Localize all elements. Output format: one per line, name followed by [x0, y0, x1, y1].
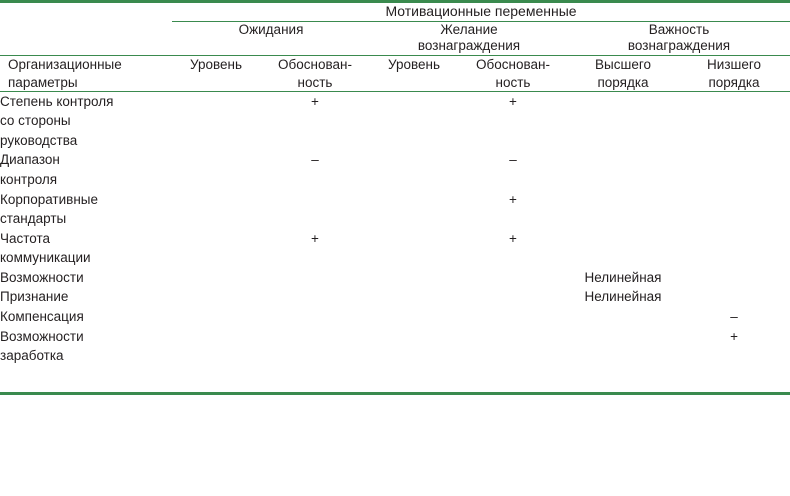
- table-row: [0, 229, 790, 268]
- cell-justification-desire: +: [458, 91, 568, 150]
- row-parameter-label: [0, 307, 172, 327]
- cell-higher-order: [568, 307, 678, 327]
- table-row: [0, 327, 790, 366]
- table-header-row-columns: [0, 56, 790, 92]
- header-lower-order-line2: порядка: [708, 74, 760, 90]
- header-expectations: [172, 21, 370, 56]
- cell-lower-order: [678, 190, 790, 229]
- cell-level-expectations: [172, 91, 260, 150]
- header-spacer-cell-2: [0, 21, 172, 56]
- header-reward-desire: [370, 21, 568, 56]
- cell-higher-order: Нелинейная: [584, 269, 662, 285]
- cell-lower-order: +: [730, 328, 738, 344]
- cell-justification-expectations: +: [311, 230, 319, 246]
- header-organizational-parameters: [0, 56, 172, 92]
- row-parameter-label: [0, 287, 172, 307]
- table-bottom-rule-cell: [370, 366, 458, 394]
- header-justification-desire-line2: ность: [495, 74, 531, 90]
- table-bottom-rule: [0, 366, 790, 394]
- table-row: [0, 91, 790, 150]
- cell-level-expectations: [172, 268, 260, 288]
- cell-lower-order: [678, 150, 790, 189]
- cell-justification-expectations: [260, 190, 370, 229]
- row-parameter-line: Диапазон: [0, 152, 60, 168]
- cell-level-desire: [370, 229, 458, 268]
- table-row: [0, 307, 790, 327]
- cell-level-desire: [370, 91, 458, 150]
- cell-lower-order: [678, 268, 790, 288]
- header-motivational-variables: Мотивационные переменные: [172, 2, 790, 22]
- header-org-params-line1: Организационные: [8, 57, 122, 73]
- row-parameter-line: заработка: [0, 348, 64, 364]
- cell-justification-desire: +: [509, 191, 517, 207]
- cell-higher-order: [568, 190, 678, 229]
- cell-justification-desire: [458, 287, 568, 307]
- header-expectations-label: Ожидания: [238, 21, 304, 37]
- row-parameter-line: контроля: [0, 172, 58, 188]
- header-level-expectations-label: Уровень: [189, 57, 242, 73]
- cell-lower-order: [678, 287, 790, 307]
- header-level-expectations: [172, 56, 260, 92]
- cell-justification-desire: [458, 268, 568, 288]
- header-reward-importance: [568, 21, 790, 56]
- row-parameter-label: [0, 229, 172, 268]
- table-bottom-rule-cell: [260, 366, 370, 394]
- cell-level-expectations: [172, 327, 260, 366]
- header-higher-order-line1: Высшего: [595, 57, 651, 73]
- cell-justification-desire: [458, 327, 568, 366]
- table-header-row-subgroup: [0, 21, 790, 56]
- cell-justification-expectations: +: [260, 91, 370, 150]
- header-reward-desire-line2: вознаграждения: [417, 38, 521, 54]
- table-row: [0, 287, 790, 307]
- table-bottom-rule-cell: [458, 366, 568, 394]
- cell-higher-order: [568, 327, 678, 366]
- row-parameter-line: руководства: [0, 132, 78, 148]
- header-justification-expectations-line2: ность: [297, 74, 333, 90]
- cell-higher-order: Нелинейная: [584, 289, 662, 305]
- cell-level-expectations: [172, 150, 260, 189]
- header-justification-desire: [458, 56, 568, 92]
- table-bottom-rule-cell: [172, 366, 260, 394]
- cell-justification-expectations: [260, 307, 370, 327]
- cell-level-expectations: [172, 307, 260, 327]
- header-justification-expectations: [260, 56, 370, 92]
- cell-justification-expectations: [260, 268, 370, 288]
- row-parameter-label: [0, 327, 172, 366]
- row-parameter-line: Корпоративные: [0, 191, 98, 207]
- row-parameter-label: [0, 91, 172, 150]
- cell-lower-order: [678, 91, 790, 150]
- row-parameter-line: Возможности: [0, 269, 84, 285]
- cell-level-desire: [370, 287, 458, 307]
- cell-level-desire: [370, 307, 458, 327]
- cell-higher-order: [568, 229, 678, 268]
- header-reward-importance-line1: Важность: [648, 21, 710, 37]
- row-parameter-label: [0, 150, 172, 189]
- cell-justification-expectations: [260, 327, 370, 366]
- cell-level-desire: [370, 327, 458, 366]
- cell-justification-desire: +: [509, 230, 517, 246]
- table-bottom-rule-cell: [0, 366, 172, 394]
- header-reward-importance-line2: вознаграждения: [627, 38, 731, 54]
- table-bottom-rule-cell: [568, 366, 678, 394]
- header-reward-desire-line1: Желание: [440, 21, 498, 37]
- header-lower-order: [678, 56, 790, 92]
- cell-level-expectations: [172, 229, 260, 268]
- table-row: [0, 190, 790, 229]
- cell-justification-expectations: –: [311, 152, 319, 168]
- header-level-desire: [370, 56, 458, 92]
- header-justification-expectations-line1: Обоснован-: [278, 57, 352, 73]
- row-parameter-line: Степень контроля: [0, 93, 114, 109]
- cell-justification-desire: –: [509, 152, 517, 168]
- cell-level-expectations: [172, 190, 260, 229]
- table-header-row-group: [0, 2, 790, 22]
- header-lower-order-line1: Низшего: [707, 57, 761, 73]
- header-justification-desire-line1: Обоснован-: [476, 57, 550, 73]
- row-parameter-label: [0, 268, 172, 288]
- row-parameter-line: Частота: [0, 230, 51, 246]
- cell-higher-order: [568, 150, 678, 189]
- header-higher-order: [568, 56, 678, 92]
- cell-higher-order: [568, 91, 678, 150]
- row-parameter-line: Признание: [0, 289, 69, 305]
- cell-level-desire: [370, 268, 458, 288]
- table-bottom-rule-cell: [678, 366, 790, 394]
- row-parameter-label: [0, 190, 172, 229]
- row-parameter-line: коммуникации: [0, 250, 91, 266]
- cell-level-expectations: [172, 287, 260, 307]
- header-org-params-line2: параметры: [8, 74, 78, 90]
- cell-justification-desire: [458, 307, 568, 327]
- row-parameter-line: со стороны: [0, 113, 71, 129]
- row-parameter-line: Компенсация: [0, 308, 84, 324]
- header-level-desire-label: Уровень: [387, 57, 440, 73]
- table-row: [0, 150, 790, 189]
- row-parameter-line: стандарты: [0, 211, 67, 227]
- table-row: [0, 268, 790, 288]
- header-spacer-cell: [0, 2, 172, 22]
- cell-justification-expectations: [260, 287, 370, 307]
- cell-lower-order: –: [730, 308, 738, 324]
- cell-level-desire: [370, 190, 458, 229]
- row-parameter-line: Возможности: [0, 328, 84, 344]
- header-higher-order-line2: порядка: [597, 74, 649, 90]
- cell-lower-order: [678, 229, 790, 268]
- cell-level-desire: [370, 150, 458, 189]
